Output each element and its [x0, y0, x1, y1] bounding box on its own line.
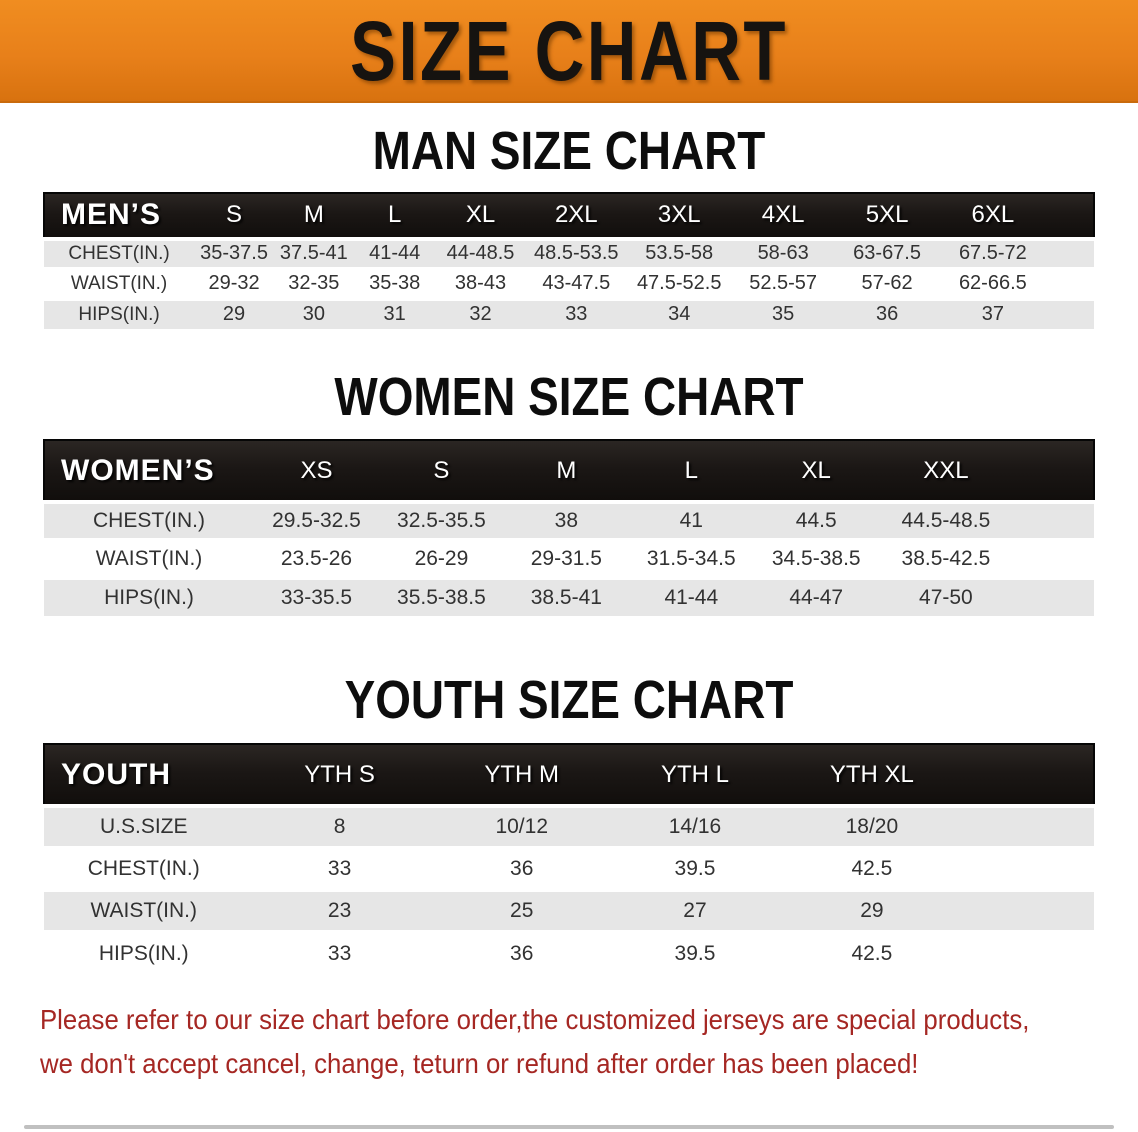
cell-value: 39.5 — [608, 932, 782, 974]
column-header: XXL — [879, 440, 1013, 502]
cell-value: 38 — [504, 502, 629, 540]
cell-value: 53.5-58 — [627, 239, 731, 269]
table-row — [44, 932, 1094, 974]
cell-value: 8 — [244, 806, 436, 848]
column-header: XL — [754, 440, 879, 502]
column-header: 2XL — [525, 193, 627, 239]
cell-value: 47.5-52.5 — [627, 269, 731, 299]
cell-value: 44-47 — [754, 578, 879, 616]
table-row — [44, 502, 1094, 540]
column-header: XS — [254, 440, 379, 502]
size-section — [0, 672, 1138, 974]
cell-value: 14/16 — [608, 806, 782, 848]
cell-value: 29.5-32.5 — [254, 502, 379, 540]
disclaimer-line-1: Please refer to our size chart before order,the customized jerseys are special products, — [40, 1004, 1030, 1036]
cell-value: 35.5-38.5 — [379, 578, 504, 616]
column-header: YTH S — [244, 744, 436, 806]
size-table — [43, 743, 1095, 974]
cell-value: 18/20 — [782, 806, 962, 848]
column-header: 4XL — [731, 193, 835, 239]
row-label: HIPS(IN.) — [44, 932, 244, 974]
cell-value: 38-43 — [436, 269, 526, 299]
cell-value: 32-35 — [274, 269, 354, 299]
table-row — [44, 578, 1094, 616]
cell-value: 35 — [731, 299, 835, 329]
cell-value: 37 — [939, 299, 1047, 329]
cell-value: 41 — [629, 502, 754, 540]
cell-value: 43-47.5 — [525, 269, 627, 299]
cell-value: 42.5 — [782, 848, 962, 890]
cell-value: 63-67.5 — [835, 239, 939, 269]
table-row — [44, 890, 1094, 932]
cell-value: 10/12 — [436, 806, 608, 848]
disclaimer — [40, 998, 1050, 1086]
column-header: L — [354, 193, 436, 239]
cell-value: 34.5-38.5 — [754, 540, 879, 578]
header-spacer — [1047, 193, 1094, 239]
header-spacer — [1013, 440, 1094, 502]
row-spacer — [962, 848, 1094, 890]
column-header: YTH XL — [782, 744, 962, 806]
cell-value: 35-38 — [354, 269, 436, 299]
cell-value: 31.5-34.5 — [629, 540, 754, 578]
table-header-row — [44, 193, 1094, 239]
banner-title: SIZE CHART — [350, 3, 788, 98]
row-label: WAIST(IN.) — [44, 540, 254, 578]
column-header: S — [379, 440, 504, 502]
cell-value: 34 — [627, 299, 731, 329]
cell-value: 35-37.5 — [194, 239, 274, 269]
cell-value: 23.5-26 — [254, 540, 379, 578]
cell-value: 52.5-57 — [731, 269, 835, 299]
cell-value: 33 — [525, 299, 627, 329]
row-label: WAIST(IN.) — [44, 890, 244, 932]
column-header: XL — [436, 193, 526, 239]
cell-value: 47-50 — [879, 578, 1013, 616]
section-heading: WOMEN SIZE CHART — [334, 366, 804, 427]
cell-value: 48.5-53.5 — [525, 239, 627, 269]
cell-value: 33-35.5 — [254, 578, 379, 616]
cell-value: 36 — [436, 932, 608, 974]
cell-value: 29-32 — [194, 269, 274, 299]
row-spacer — [1047, 239, 1094, 269]
row-label: CHEST(IN.) — [44, 848, 244, 890]
column-header: M — [504, 440, 629, 502]
cell-value: 58-63 — [731, 239, 835, 269]
cell-value: 33 — [244, 932, 436, 974]
cell-value: 27 — [608, 890, 782, 932]
cell-value: 41-44 — [354, 239, 436, 269]
cell-value: 44-48.5 — [436, 239, 526, 269]
row-spacer — [1013, 502, 1094, 540]
table-row — [44, 540, 1094, 578]
cell-value: 44.5-48.5 — [879, 502, 1013, 540]
banner — [0, 0, 1138, 103]
table-header-label: YOUTH — [44, 744, 244, 806]
column-header: S — [194, 193, 274, 239]
row-spacer — [962, 890, 1094, 932]
size-table — [43, 192, 1095, 329]
cell-value: 36 — [835, 299, 939, 329]
cell-value: 29-31.5 — [504, 540, 629, 578]
cell-value: 38.5-41 — [504, 578, 629, 616]
row-label: U.S.SIZE — [44, 806, 244, 848]
column-header: 5XL — [835, 193, 939, 239]
table-header-label: MEN’S — [44, 193, 194, 239]
table-header-row — [44, 744, 1094, 806]
table-row — [44, 299, 1094, 329]
disclaimer-line-2: we don't accept cancel, change, teturn or refund after order has been placed! — [40, 1048, 919, 1080]
row-spacer — [962, 932, 1094, 974]
row-spacer — [1047, 269, 1094, 299]
cell-value: 32.5-35.5 — [379, 502, 504, 540]
row-label: CHEST(IN.) — [44, 502, 254, 540]
cell-value: 38.5-42.5 — [879, 540, 1013, 578]
size-section — [0, 366, 1138, 617]
cell-value: 32 — [436, 299, 526, 329]
column-header: YTH L — [608, 744, 782, 806]
column-header: YTH M — [436, 744, 608, 806]
row-label: CHEST(IN.) — [44, 239, 194, 269]
size-table — [43, 439, 1095, 616]
cell-value: 41-44 — [629, 578, 754, 616]
sections — [0, 123, 1138, 974]
cell-value: 44.5 — [754, 502, 879, 540]
row-label: WAIST(IN.) — [44, 269, 194, 299]
column-header: 3XL — [627, 193, 731, 239]
table-row — [44, 269, 1094, 299]
section-heading: MAN SIZE CHART — [372, 121, 766, 181]
row-spacer — [1013, 540, 1094, 578]
cell-value: 39.5 — [608, 848, 782, 890]
row-label: HIPS(IN.) — [44, 578, 254, 616]
bottom-edge-line — [24, 1125, 1114, 1129]
cell-value: 26-29 — [379, 540, 504, 578]
cell-value: 57-62 — [835, 269, 939, 299]
cell-value: 30 — [274, 299, 354, 329]
table-row — [44, 806, 1094, 848]
header-spacer — [962, 744, 1094, 806]
row-spacer — [1047, 299, 1094, 329]
cell-value: 67.5-72 — [939, 239, 1047, 269]
row-spacer — [962, 806, 1094, 848]
size-section — [0, 123, 1138, 329]
cell-value: 29 — [782, 890, 962, 932]
row-spacer — [1013, 578, 1094, 616]
table-header-label: WOMEN’S — [44, 440, 254, 502]
cell-value: 37.5-41 — [274, 239, 354, 269]
cell-value: 29 — [194, 299, 274, 329]
cell-value: 33 — [244, 848, 436, 890]
column-header: L — [629, 440, 754, 502]
section-heading: YOUTH SIZE CHART — [344, 670, 794, 731]
cell-value: 31 — [354, 299, 436, 329]
cell-value: 42.5 — [782, 932, 962, 974]
table-header-row — [44, 440, 1094, 502]
table-row — [44, 848, 1094, 890]
column-header: 6XL — [939, 193, 1047, 239]
cell-value: 25 — [436, 890, 608, 932]
cell-value: 62-66.5 — [939, 269, 1047, 299]
cell-value: 23 — [244, 890, 436, 932]
table-row — [44, 239, 1094, 269]
column-header: M — [274, 193, 354, 239]
cell-value: 36 — [436, 848, 608, 890]
row-label: HIPS(IN.) — [44, 299, 194, 329]
